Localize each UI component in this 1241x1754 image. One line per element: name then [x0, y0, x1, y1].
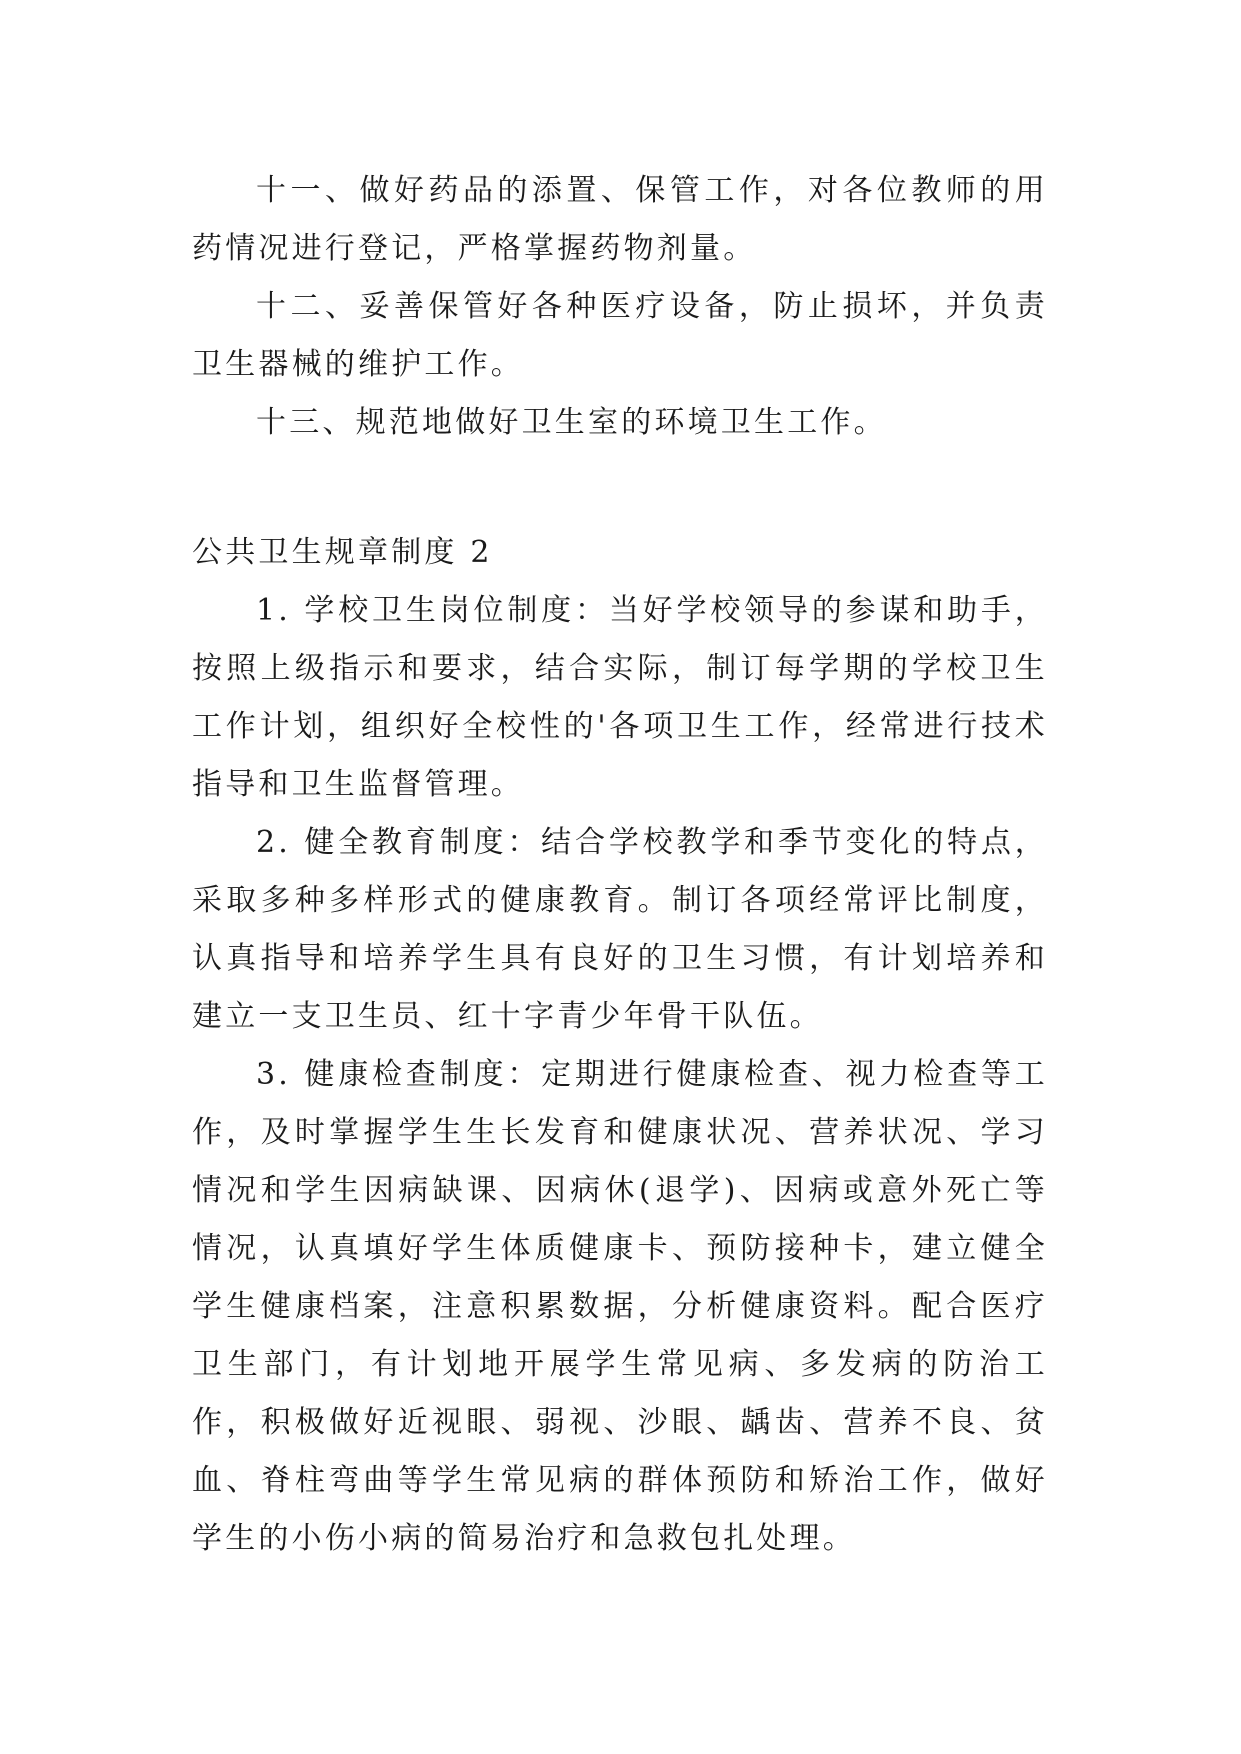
paragraph-item-11: 十一、做好药品的添置、保管工作，对各位教师的用药情况进行登记，严格掌握药物剂量。 — [192, 173, 1048, 266]
paragraph-hygiene-post-system: 1. 学校卫生岗位制度：当好学校领导的参谋和助手，按照上级指示和要求，结合实际，制订每学期的学校卫生工作计划，组织好全校性的'各项卫生工作，经常进行技术指导和卫生监督管理。 — [192, 593, 1048, 802]
paragraph-health-check-system: 3. 健康检查制度：定期进行健康检查、视力检查等工作，及时掌握学生生长发育和健康状况、营养状况、学习情况和学生因病缺课、因病休(退学)、因病或意外死亡等情况，认真填好学生体质健康卡、预防接种卡，建立健全学生健康档案，注意积累数据，分析健康资料。配合医疗卫生部门，有计划地开展学生常见病、多发病的防治工作，积极做好近视眼、弱视、沙眼、龋齿、营养不良、贫血、脊柱弯曲等学生常见病的群体预防和矫治工作，做好学生的小伤小病的简易治疗和急救包扎处理。 — [192, 1057, 1048, 1556]
paragraph-item-12: 十二、妥善保管好各种医疗设备，防止损坏，并负责卫生器械的维护工作。 — [192, 289, 1048, 382]
section-title: 公共卫生规章制度 2 — [192, 535, 493, 570]
paragraph-item-13: 十三、规范地做好卫生室的环境卫生工作。 — [256, 405, 887, 440]
document-body — [192, 162, 1048, 1568]
paragraph-education-system: 2. 健全教育制度：结合学校教学和季节变化的特点，采取多种多样形式的健康教育。制订各项经常评比制度，认真指导和培养学生具有良好的卫生习惯，有计划培养和建立一支卫生员、红十字青少年骨干队伍。 — [192, 825, 1048, 1034]
